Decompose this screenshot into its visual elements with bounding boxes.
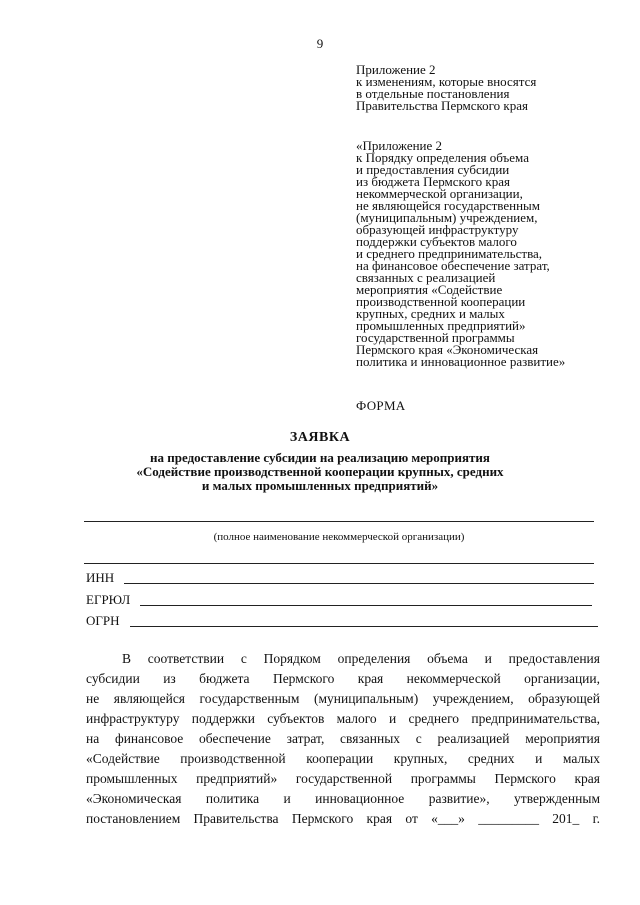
appendix-reference-main <box>356 140 606 368</box>
appendix-main-line: поддержки субъектов малого <box>356 234 517 249</box>
appendix-top-line: к изменениям, которые вносятся <box>356 74 537 89</box>
inn-blank-line[interactable] <box>124 583 594 584</box>
appendix-main-line: к Порядку определения объема <box>356 150 529 165</box>
org-name-blank-line-2[interactable] <box>84 563 594 564</box>
inn-label: ИНН <box>86 570 115 585</box>
form-label: ФОРМА <box>356 398 406 413</box>
page-number: 9 <box>316 36 324 51</box>
subtitle-line: на предоставление субсидии на реализацию мероприятия <box>150 450 490 465</box>
subtitle-line: и малых промышленных предприятий» <box>201 478 439 493</box>
appendix-main-line: образующей инфраструктуру <box>356 222 519 237</box>
appendix-main-line: и предоставления субсидии <box>356 162 510 177</box>
appendix-main-line: связанных с реализацией <box>356 270 496 285</box>
body-line: на финансовое обеспечение затрат, связанных с реализацией мероприятия <box>86 731 600 746</box>
appendix-main-line: не являющейся государственным <box>356 198 540 213</box>
subtitle-line: «Содействие производственной кооперации крупных, средних <box>136 464 504 479</box>
appendix-main-line: из бюджета Пермского края <box>356 174 511 189</box>
document-title: ЗАЯВКА <box>289 430 351 445</box>
appendix-main-line: Пермского края «Экономическая <box>356 342 539 357</box>
body-line: постановлением Правительства Пермского края от «___» _________ 201_ г. <box>86 811 600 826</box>
body-line: не являющейся государственным (муниципальным) учреждением, образующей <box>86 691 600 706</box>
body-paragraph <box>86 649 600 829</box>
org-name-blank-line[interactable] <box>84 521 594 522</box>
appendix-main-line: промышленных предприятий» <box>356 318 526 333</box>
body-line: «Содействие производственной кооперации крупных, средних и малых <box>86 751 600 766</box>
appendix-main-line: «Приложение 2 <box>356 138 443 153</box>
inn-field-row <box>86 570 594 586</box>
appendix-main-line: мероприятия «Содействие <box>356 282 503 297</box>
appendix-main-line: и среднего предпринимательства, <box>356 246 543 261</box>
appendix-top-line: Правительства Пермского края <box>356 98 528 113</box>
document-subtitle <box>80 451 560 493</box>
body-line: В соответствии с Порядком определения объема и предоставления <box>122 651 600 666</box>
appendix-main-line: (муниципальным) учреждением, <box>356 210 538 225</box>
ogrn-label: ОГРН <box>86 613 120 628</box>
egrul-blank-line[interactable] <box>140 605 592 606</box>
appendix-main-line: государственной программы <box>356 330 515 345</box>
org-name-caption: (полное наименование некоммерческой организации) <box>213 531 465 543</box>
body-line: инфраструктуру поддержки субъектов малого и среднего предпринимательства, <box>86 711 600 726</box>
egrul-label: ЕГРЮЛ <box>86 592 131 607</box>
appendix-main-line: крупных, средних и малых <box>356 306 505 321</box>
appendix-reference-top <box>356 64 606 112</box>
appendix-main-line: политика и инновационное развитие» <box>356 354 566 369</box>
egrul-field-row <box>86 592 592 608</box>
appendix-main-line: на финансовое обеспечение затрат, <box>356 258 550 273</box>
appendix-main-line: производственной кооперации <box>356 294 526 309</box>
body-line: «Экономическая политика и инновационное развитие», утвержденным <box>86 791 600 806</box>
appendix-top-line: в отдельные постановления <box>356 86 510 101</box>
ogrn-blank-line[interactable] <box>130 626 598 627</box>
appendix-main-line: некоммерческой организации, <box>356 186 523 201</box>
body-line: промышленных предприятий» государственной программы Пермского края <box>86 771 600 786</box>
ogrn-field-row <box>86 613 598 629</box>
appendix-top-line: Приложение 2 <box>356 62 436 77</box>
body-line: субсидии из бюджета Пермского края некоммерческой организации, <box>86 671 600 686</box>
